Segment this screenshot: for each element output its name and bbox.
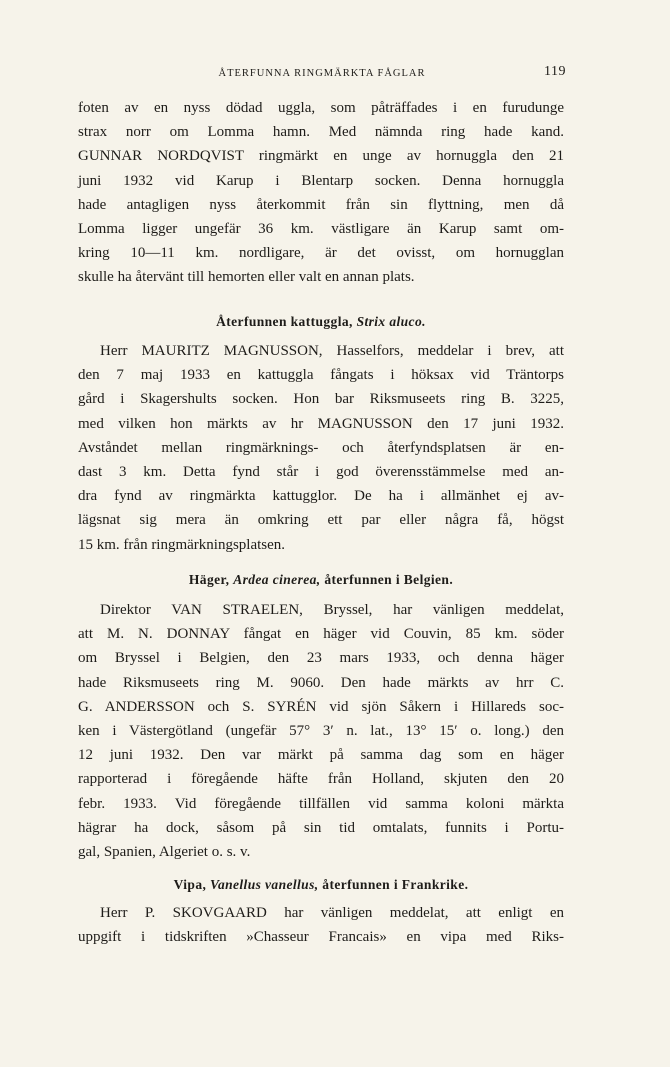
- text-line: dra fynd av ringmärkta kattugglor. De ha i allmänhet ej av-: [78, 488, 564, 505]
- section-vipa-text: [78, 901, 564, 949]
- heading-latin-name: Ardea cinerea,: [233, 572, 321, 587]
- heading-latin-name: Strix aluco.: [356, 314, 426, 329]
- section-kattuggla-text: [78, 339, 564, 557]
- text-line: 12 juni 1932. Den var märkt på samma dag som en häger: [78, 747, 564, 764]
- text-line: 15 km. från ringmärkningsplatsen.: [78, 536, 286, 553]
- text-line: Lomma ligger ungefär 36 km. västligare än Karup samt om-: [78, 221, 564, 238]
- text-line: hade antagligen nyss återkommit från sin flyttning, men då: [78, 196, 564, 213]
- heading-bold: Häger,: [188, 572, 230, 587]
- text-line: hägrar ha dock, såsom på sin tid omtalats, funnits i Portu-: [78, 819, 564, 836]
- text-line: febr. 1933. Vid föregående tillfällen vid samma koloni märkta: [78, 795, 564, 812]
- text-line: Avståndet mellan ringmärknings- och återfyndsplatsen är en-: [78, 439, 564, 456]
- text-line: G. ANDERSSON och S. SYRÉN vid sjön Såkern i Hillareds soc-: [78, 698, 564, 715]
- text-line: om Bryssel i Belgien, den 23 mars 1933, och denna häger: [78, 650, 564, 667]
- text-line: den 7 maj 1933 en kattuggla fångats i höksax vid Träntorps: [78, 367, 564, 384]
- text-line: kring 10—11 km. nordligare, är det ovisst, om hornugglan: [78, 245, 564, 262]
- section-hager-text: [78, 598, 564, 864]
- running-head: ÅTERFUNNA RINGMÄRKTA FÅGLAR: [218, 68, 426, 79]
- page-number: 119: [544, 64, 566, 79]
- text-line: hade Riksmuseets ring M. 9060. Den hade märkts av hrr C.: [78, 674, 564, 691]
- section-heading-kattuggla: [78, 314, 564, 330]
- section-heading-hager: [78, 572, 564, 588]
- text-line: lägsnat sig mera än omkring ett par eller några få, högst: [78, 512, 564, 529]
- text-line: ken i Västergötland (ungefär 57° 3′ n. lat., 13° 15′ o. long.) den: [78, 723, 564, 740]
- text-line: uppgift i tidskriften »Chasseur Francais» en vipa med Riks-: [78, 929, 564, 946]
- text-line: att M. N. DONNAY fångat en häger vid Couvin, 85 km. söder: [78, 626, 564, 643]
- text-line: foten av en nyss dödad uggla, som påträffades i en furudunge: [78, 100, 564, 116]
- text-line: med vilken hon märkts av hr MAGNUSSON den 17 juni 1932.: [78, 415, 564, 432]
- section-hornuggla-text: [78, 96, 564, 290]
- text-line: gård i Skagershults socken. Hon bar Riksmuseets ring B. 3225,: [78, 391, 564, 408]
- text-line: gal, Spanien, Algeriet o. s. v.: [78, 844, 251, 861]
- heading-bold: Återfunnen kattuggla,: [216, 314, 353, 329]
- text-line: juni 1932 vid Karup i Blentarp socken. Denna hornuggla: [78, 172, 564, 189]
- text-line: Herr MAURITZ MAGNUSSON, Hasselfors, meddelar i brev, att: [100, 343, 564, 359]
- heading-bold: Vipa,: [173, 877, 207, 892]
- text-line: rapporterad i föregående häfte från Holland, skjuten den 20: [78, 771, 564, 788]
- text-line: dast 3 km. Detta fynd står i god överensstämmelse med an-: [78, 464, 564, 481]
- text-line: GUNNAR NORDQVIST ringmärkt en unge av hornuggla den 21: [78, 148, 564, 165]
- text-line: skulle ha återvänt till hemorten eller valt en annan plats.: [78, 269, 415, 286]
- heading-bold: återfunnen i Frankrike.: [322, 877, 469, 892]
- section-heading-vipa: [78, 877, 564, 893]
- heading-bold: återfunnen i Belgien.: [324, 572, 454, 587]
- text-line: strax norr om Lomma hamn. Med nämnda ring hade kand.: [78, 124, 564, 141]
- text-line: Herr P. SKOVGAARD har vänligen meddelat, att enligt en: [100, 905, 564, 921]
- text-line: Direktor VAN STRAELEN, Bryssel, har vänligen meddelat,: [100, 602, 564, 618]
- heading-latin-name: Vanellus vanellus,: [210, 877, 319, 892]
